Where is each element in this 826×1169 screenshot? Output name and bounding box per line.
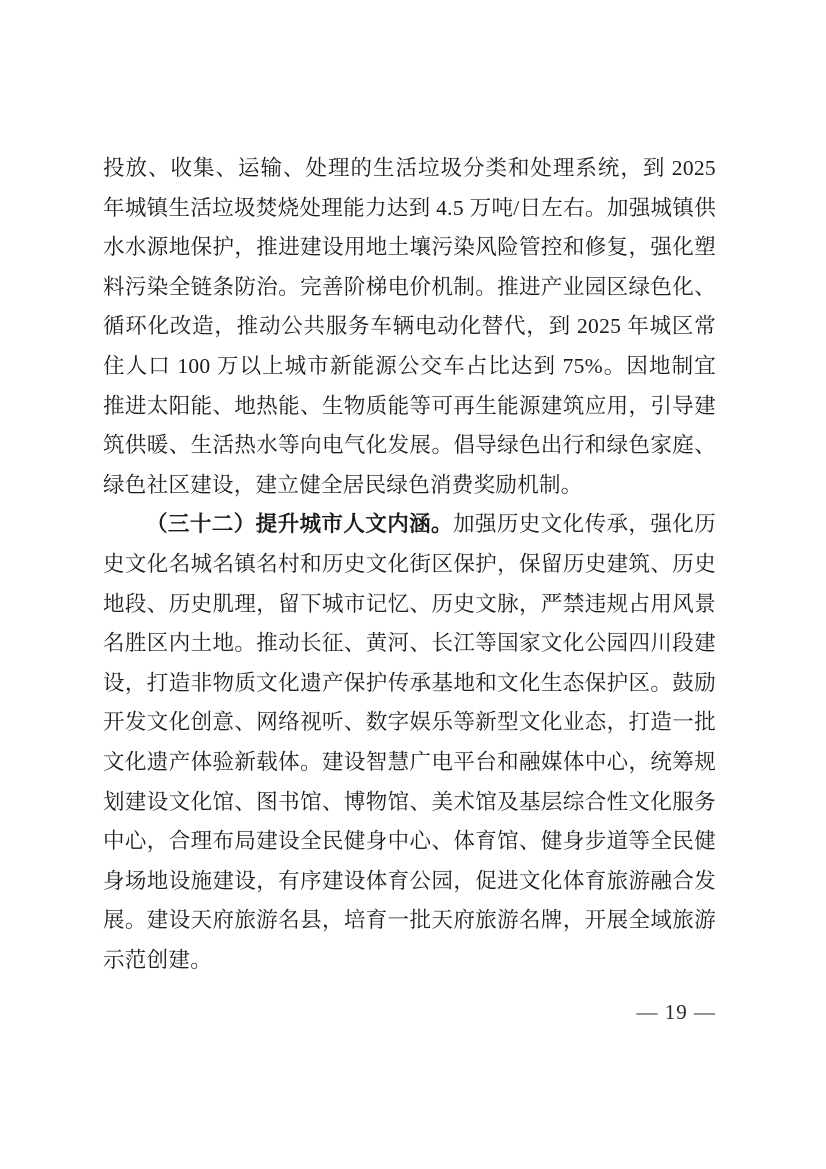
page-number: — 19 — <box>636 1000 716 1024</box>
paragraph-text: 加强历史文化传承，强化历史文化名城名镇名村和历史文化街区保护，保留历史建筑、历史地段、历史肌理，留下城市记忆、历史文脉，严禁违规占用风景名胜区内土地。推动长征、黄河、长江等国家文化公园四川段建设，打造非物质文化遗产保护传承基地和文化生态保护区。鼓励开发文化创意、网络视听、数字娱乐等新型文化业态，打造一批文化遗产体验新载体。建设智慧广电平台和融媒体中心，统筹规划建设文化馆、图书馆、博物馆、美术馆及基层综合性文化服务中心，合理布局建设全民健身中心、体育馆、健身步道等全民健身场地设施建设，有序建设体育公园，促进文化体育旅游融合发展。建设天府旅游名县，培育一批天府旅游名牌，开展全域旅游示范创建。 <box>103 512 717 972</box>
paragraph-section-32 <box>103 505 716 980</box>
paragraph-text: 投放、收集、运输、处理的生活垃圾分类和处理系统，到 2025 年城镇生活垃圾焚烧处理能力达到 4.5 万吨/日左右。加强城镇供水水源地保护，推进建设用地土壤污染风险管控和修复，强化塑料污染全链条防治。完善阶梯电价机制。推进产业园区绿色化、循环化改造，推动公共服务车辆电动化替代，到 2025 年城区常住人口 100 万以上城市新能源公交车占比达到 75%。因地制宜推进太阳能、地热能、生物质能等可再生能源建筑应用，引导建筑供暖、生活热水等向电气化发展。倡导绿色出行和绿色家庭、绿色社区建设，建立健全居民绿色消费奖励机制。 <box>103 156 716 497</box>
section-heading: （三十二）提升城市人文内涵。 <box>146 512 453 537</box>
paragraph-continuation <box>103 149 716 505</box>
document-body <box>103 149 716 980</box>
